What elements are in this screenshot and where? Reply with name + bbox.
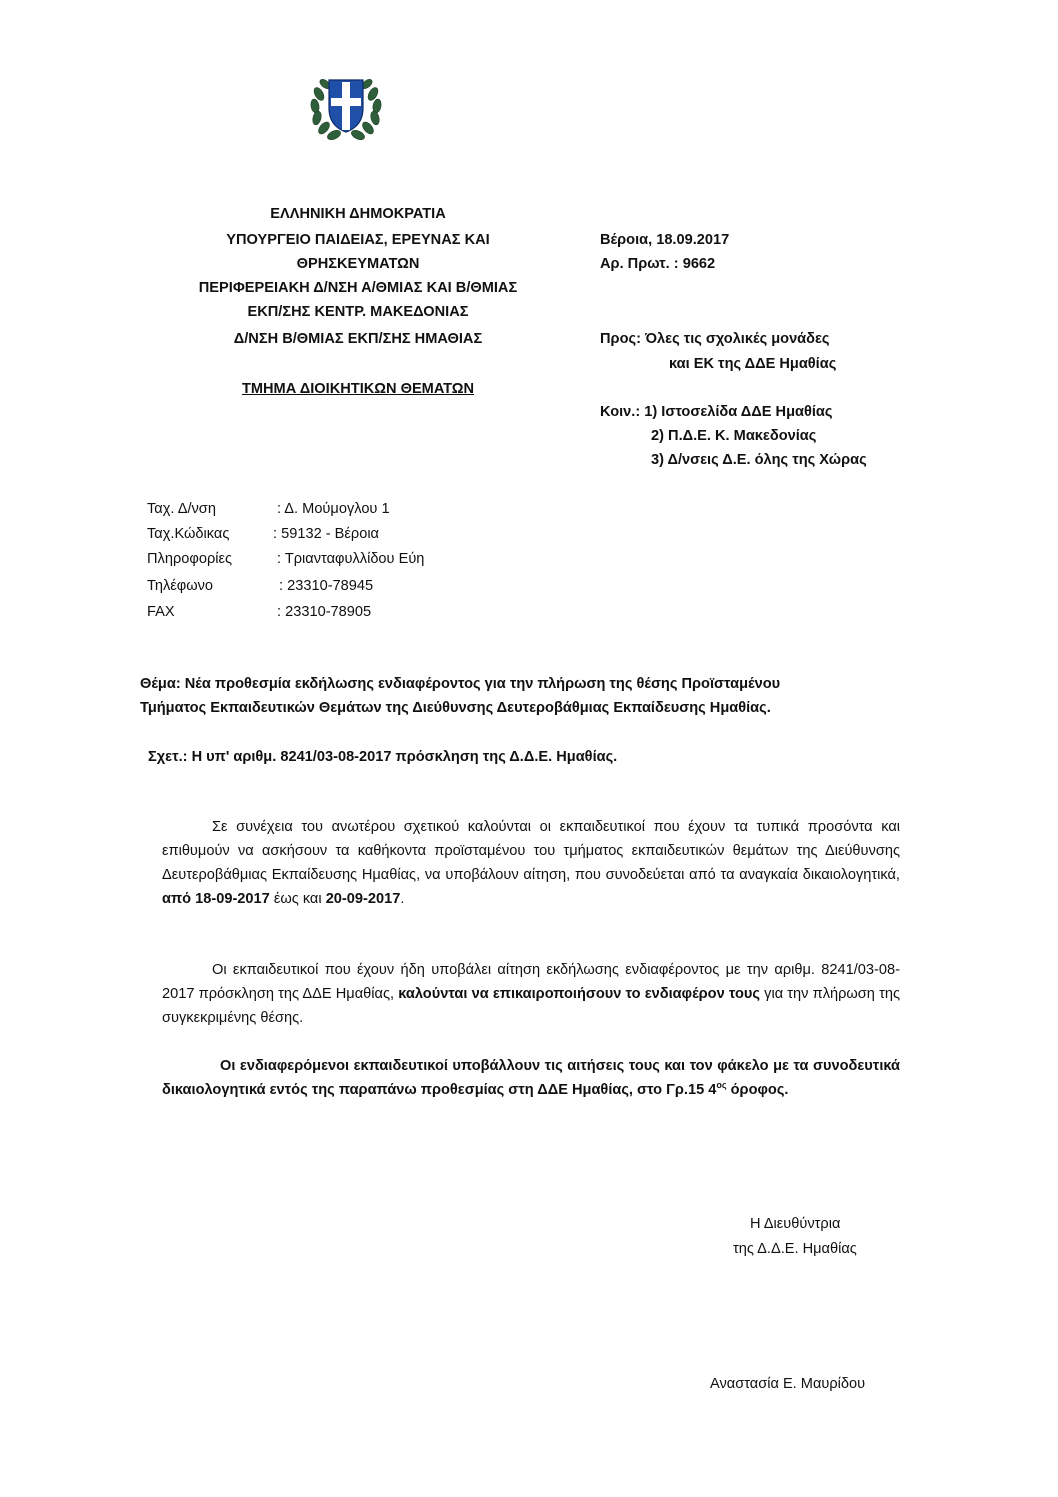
p3-text: Οι ενδιαφερόμενοι εκπαιδευτικοί υποβάλλουν τις αιτήσεις τους και τον φάκελο με τα συνοδευτικά δικαιολογητικά εντός της παραπάνω προθεσμίας στη ΔΔΕ Ημαθίας, στο Γρ.15 4: [162, 1058, 900, 1098]
header-ministry-line2: ΘΡΗΣΚΕΥΜΑΤΩΝ: [296, 256, 420, 272]
signature-name: Αναστασία Ε. Μαυρίδου: [710, 1376, 866, 1392]
header-directorate: Δ/ΝΣΗ Β/ΘΜΙΑΣ ΕΚΠ/ΣΗΣ ΗΜΑΘΙΑΣ: [233, 331, 483, 347]
header-regional-line2: ΕΚΠ/ΣΗΣ ΚΕΝΤΡ. ΜΑΚΕΔΟΝΙΑΣ: [247, 304, 469, 320]
p1-text: Σε συνέχεια του ανωτέρου σχετικού καλούνται οι εκπαιδευτικοί που έχουν τα τυπικά προσόντα και επιθυμούν να ασκήσουν τα καθήκοντα προϊσταμένου του τμήματος εκπαιδευτικών θεμάτων της Διεύθυνσης Δευτεροβάθμιας Εκπαίδευσης Ημαθίας, να υποβάλουν αίτηση, που συνοδεύεται από τα αναγκαία δικαιολογητικά,: [162, 819, 900, 883]
fax-value: : 23310-78905: [277, 604, 372, 620]
signature-title-line1: Η Διευθύντρια: [750, 1216, 841, 1232]
recipient-line1: Προς: Όλες τις σχολικές μονάδες: [600, 331, 830, 347]
p3-superscript: ος: [716, 1080, 727, 1091]
p2-end: για την πλήρωση της συγκεκριμένης θέσης.: [162, 986, 901, 1026]
address-label: Ταχ. Δ/νση: [147, 501, 216, 517]
p3-end: όροφος.: [730, 1082, 789, 1098]
phone-label: Τηλέφωνο: [147, 578, 214, 594]
body-paragraph-3: [162, 1054, 900, 1102]
greek-coat-of-arms-emblem: [305, 64, 387, 146]
fax-label: FAX: [147, 604, 175, 620]
p2-text: Οι εκπαιδευτικοί που έχουν ήδη υποβάλει αίτηση εκδήλωσης ενδιαφέροντος με την αριθμ. 8241/03-08-2017 πρόσκληση της ΔΔΕ Ημαθίας,: [162, 962, 900, 1002]
cc-line3: 3) Δ/νσεις Δ.Ε. όλης της Χώρας: [651, 452, 867, 468]
info-value: : Τριανταφυλλίδου Εύη: [277, 551, 425, 567]
header-ministry-line1: ΥΠΟΥΡΓΕΙΟ ΠΑΙΔΕΙΑΣ, ΕΡΕΥΝΑΣ ΚΑΙ: [226, 232, 490, 248]
p1-until: έως και: [273, 891, 322, 907]
recipient-line2: και ΕΚ της ΔΔΕ Ημαθίας: [669, 356, 837, 372]
p1-start-date: από 18-09-2017: [162, 891, 270, 907]
reference-line: Σχετ.: Η υπ' αριθμ. 8241/03-08-2017 πρόσκληση της Δ.Δ.Ε. Ημαθίας.: [148, 749, 618, 765]
document-date: Βέροια, 18.09.2017: [600, 232, 730, 248]
p1-end: .: [400, 891, 405, 907]
p2-bold: καλούνται να επικαιροποιήσουν το ενδιαφέρον τους: [398, 986, 760, 1002]
postcode-label: Ταχ.Κώδικας: [147, 526, 230, 542]
subject-line2: Τμήματος Εκπαιδευτικών Θεμάτων της Διεύθυνσης Δευτεροβάθμιας Εκπαίδευσης Ημαθίας.: [140, 700, 771, 716]
p1-end-date: 20-09-2017: [325, 891, 401, 907]
postcode-value: : 59132 - Βέροια: [273, 526, 379, 542]
header-country: ΕΛΛΗΝΙΚΗ ΔΗΜΟΚΡΑΤΙΑ: [270, 206, 446, 222]
header-regional-line1: ΠΕΡΙΦΕΡΕΙΑΚΗ Δ/ΝΣΗ Α/ΘΜΙΑΣ ΚΑΙ Β/ΘΜΙΑΣ: [198, 280, 518, 296]
subject-line1: Θέμα: Νέα προθεσμία εκδήλωσης ενδιαφέροντος για την πλήρωση της θέσης Προϊσταμένου: [140, 676, 781, 692]
header-department: ΤΜΗΜΑ ΔΙΟΙΚΗΤΙΚΩΝ ΘΕΜΑΤΩΝ: [241, 381, 475, 397]
signature-title-line2: της Δ.Δ.Ε. Ημαθίας: [733, 1241, 857, 1257]
phone-value: : 23310-78945: [279, 578, 374, 594]
cc-line2: 2) Π.Δ.Ε. Κ. Μακεδονίας: [651, 428, 817, 444]
protocol-number: Αρ. Πρωτ. : 9662: [600, 256, 716, 272]
address-value: : Δ. Μούμογλου 1: [277, 501, 390, 517]
info-label: Πληροφορίες: [147, 551, 233, 567]
body-paragraph-1: [162, 815, 900, 911]
cc-line1: Κοιν.: 1) Ιστοσελίδα ΔΔΕ Ημαθίας: [600, 404, 833, 420]
body-paragraph-2: [162, 958, 900, 1030]
